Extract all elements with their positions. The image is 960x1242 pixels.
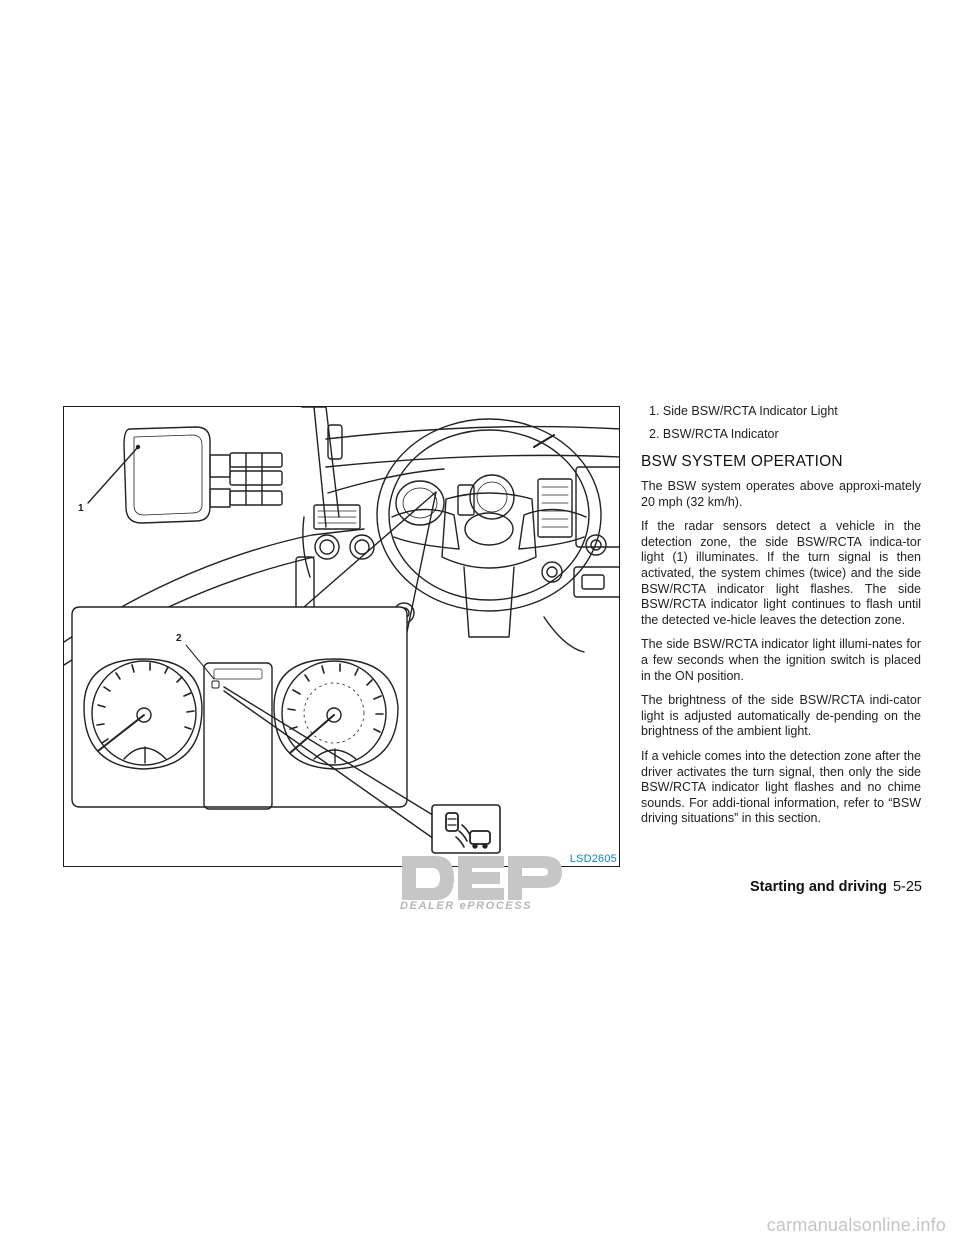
bsw-indicator-icon: [432, 805, 500, 853]
paragraph-5: If a vehicle comes into the detection zone after the driver activates the turn signal, then only the side BSW/RCTA indicator light flashes and no chime sounds. For addi-tional information, refer to “BSW driving situations” in this section.: [641, 748, 921, 826]
callout-1-leader: [88, 446, 140, 504]
dashboard-line-drawing: [64, 407, 620, 867]
dashboard-illustration: [63, 406, 620, 867]
paragraph-3: The side BSW/RCTA indicator light illumi-nates for a few seconds when the ignition switch is placed in the ON position.: [641, 637, 921, 683]
site-watermark: carmanualsonline.info: [766, 1215, 946, 1235]
page-footer: [0, 879, 922, 895]
text-column: [641, 404, 921, 836]
section-heading: BSW SYSTEM OPERATION: [641, 453, 843, 470]
caption-2: 2. BSW/RCTA Indicator: [649, 427, 779, 441]
caption-1: 1. Side BSW/RCTA Indicator Light: [649, 404, 838, 418]
dashboard-top: [314, 427, 620, 559]
callout-1-label: 1: [78, 503, 84, 514]
callout-2-label: 2: [176, 633, 182, 644]
page-number: 5-25: [892, 879, 922, 895]
watermark-text: DEALER ePROCESS: [400, 900, 533, 912]
footer-chapter-title: Starting and driving: [750, 879, 887, 895]
steering-wheel: [377, 419, 601, 637]
center-stack: [534, 435, 620, 652]
paragraph-2: If the radar sensors detect a vehicle in the detection zone, the side BSW/RCTA indica-tor light (1) illuminates. If the turn signal is then activated, the system chimes (twice) and the side BSW/RCTA indicator light flashes. The side BSW/RCTA indicator light continues to flash until the detected ve-hicle leaves the detection zone.: [641, 519, 921, 627]
inset-cluster-panel: [72, 607, 407, 809]
figure-code: LSD2605: [569, 853, 617, 865]
paragraph-1: The BSW system operates above approxi-mately 20 mph (32 km/h).: [641, 479, 921, 509]
side-mirror: [124, 427, 282, 523]
paragraph-4: The brightness of the side BSW/RCTA indi-cator light is adjusted automatically de-pending on the brightness of the ambient light.: [641, 693, 921, 739]
